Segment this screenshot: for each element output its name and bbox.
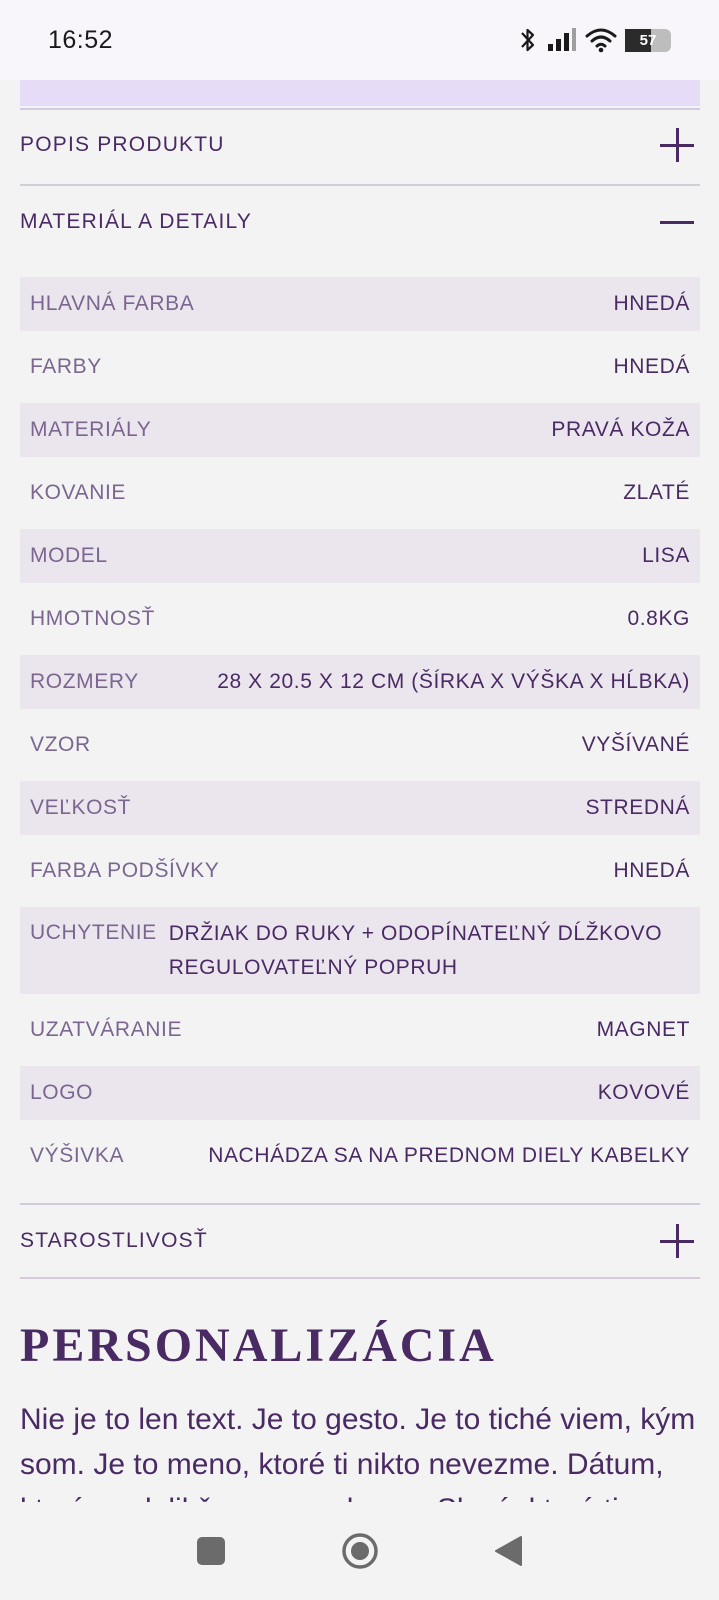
detail-row [20,781,700,835]
recent-apps-icon[interactable] [196,1536,226,1566]
detail-label: MATERIÁLY [30,418,152,441]
detail-value: HNEDÁ [613,292,690,315]
status-bar [0,0,719,80]
detail-value: HNEDÁ [613,859,690,882]
detail-value: KOVOVÉ [597,1081,690,1104]
plus-icon[interactable] [660,128,694,162]
detail-row [20,655,700,709]
detail-row [20,1066,700,1120]
detail-value: STREDNÁ [585,796,690,819]
detail-label: UZATVÁRANIE [30,1018,183,1041]
detail-value: NACHÁDZA SA NA PREDNOM DIELY KABELKY [208,1144,690,1167]
detail-value: PRAVÁ KOŽA [551,418,690,441]
detail-label: ROZMERY [30,670,139,693]
plus-icon[interactable] [660,1224,694,1258]
detail-row [20,403,700,457]
personalization-text: Nie je to len text. Je to gesto. Je to tiché viem, kým som. Je to meno, ktoré ti nikto nevezme. Dátum, [20,1403,696,1481]
divider [20,1277,700,1279]
detail-label: UCHYTENIE [30,921,157,944]
add-to-cart-strip[interactable] [20,80,700,106]
bluetooth-icon [517,26,539,54]
minus-icon[interactable] [660,205,694,239]
detail-label: FARBA PODŠÍVKY [30,859,220,882]
detail-value: 0.8KG [627,607,690,630]
details-table [20,277,700,1192]
navigation-bar [0,1502,719,1600]
detail-value: DRŽIAK DO RUKY + ODOPÍNATEĽNÝ DĹŽKOVO REGULOVATEĽNÝ POPRUH [168,922,663,979]
personalization-title: PERSONALIZÁCIA [20,1319,497,1372]
status-time: 16:52 [48,25,114,54]
detail-value: 28 X 20.5 X 12 CM (ŠÍRKA X VÝŠKA X HĹBKA) [217,670,690,693]
detail-label: LOGO [30,1081,94,1104]
detail-row [20,466,700,520]
wifi-icon [585,27,617,53]
accordion-product-description[interactable] [20,109,700,181]
detail-row [20,277,700,331]
accordion-care[interactable] [20,1205,700,1277]
accordion-title: STAROSTLIVOSŤ [20,1229,208,1252]
detail-row [20,907,700,994]
detail-row [20,844,700,898]
detail-value: LISA [642,544,690,567]
detail-row [20,1129,700,1183]
battery-level: 57 [639,31,657,49]
detail-row [20,718,700,772]
detail-row [20,592,700,646]
home-icon[interactable] [341,1532,379,1570]
detail-value: MAGNET [596,1018,690,1041]
status-icons [517,26,671,54]
back-icon[interactable] [494,1535,524,1567]
detail-row [20,529,700,583]
detail-label: HLAVNÁ FARBA [30,292,195,315]
accordion-title: POPIS PRODUKTU [20,133,225,156]
detail-value: VYŠÍVANÉ [581,733,690,756]
detail-label: KOVANIE [30,481,127,504]
detail-row [20,340,700,394]
detail-value: HNEDÁ [613,355,690,378]
accordion-material-details[interactable] [20,186,700,258]
detail-row [20,1003,700,1057]
detail-label: MODEL [30,544,108,567]
detail-label: VZOR [30,733,91,756]
detail-label: FARBY [30,355,102,378]
detail-label: VEĽKOSŤ [30,796,132,819]
signal-icon [547,27,577,53]
detail-label: HMOTNOSŤ [30,607,155,630]
detail-value: ZLATÉ [623,481,690,504]
accordion-title: MATERIÁL A DETAILY [20,210,253,233]
battery-icon [625,29,671,52]
detail-label: VÝŠIVKA [30,1144,125,1167]
